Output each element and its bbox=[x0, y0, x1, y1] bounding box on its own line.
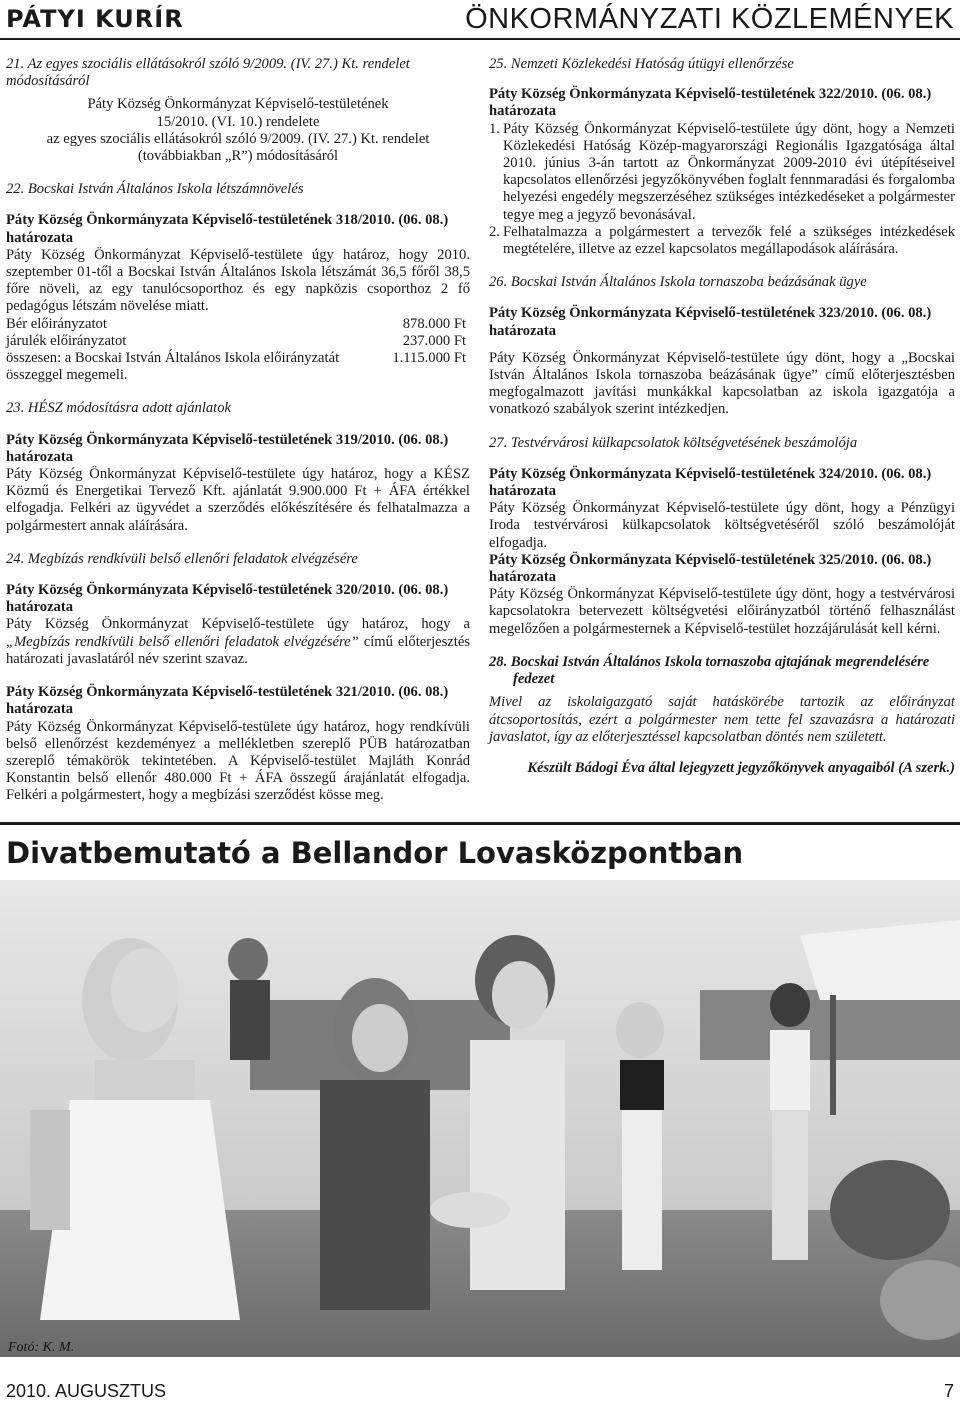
resolution-heading: Páty Község Önkormányzata Képviselő-testületének 324/2010. (06. 08.) bbox=[489, 465, 932, 482]
page-header bbox=[0, 0, 960, 40]
decree-line: 15/2010. (VI. 10.) rendelete bbox=[156, 113, 320, 130]
section-title: ÖNKORMÁNYZATI KÖZLEMÉNYEK bbox=[465, 3, 954, 35]
resolution-heading: határozata bbox=[489, 483, 557, 500]
photo-credit: Fotó: K. M. bbox=[8, 1340, 75, 1355]
page-number: 7 bbox=[943, 1381, 954, 1401]
list-item: 2. Felhatalmazza a polgármestert a tervezők felé a szükséges intézkedések megtételére, illetve az ezzel kapcsolatos megállapodások aláírására. bbox=[489, 223, 955, 258]
resolution-heading: Páty Község Önkormányzata Képviselő-testületének 323/2010. (06. 08.) bbox=[489, 305, 932, 322]
budget-row: járulék előirányzatot 237.000 Ft bbox=[6, 332, 466, 349]
right-column bbox=[489, 56, 955, 777]
list-item: 1. Páty Község Önkormányzat Képviselő-testülete úgy dönt, hogy a Nemzeti Közlekedési Hatóság Közép-magyarországi Regionális Igazgatósága által 2010. június 3-án tartott az Önkormányzat 2009-2010 évi útépítéseivel kapcsolatos ellenőrzési jegyzőkönyvében foglalt fennmaradási és forgalomba helyezési engedély megszerzéséhez szükséges intézkedéseket a polgármester tegye meg a jegyző bevonásával. bbox=[489, 120, 955, 223]
resolution-heading: Páty Község Önkormányzata Képviselő-testületének 322/2010. (06. 08.) bbox=[489, 86, 932, 103]
item-28 bbox=[489, 654, 955, 777]
item-22-title: 22. Bocskai István Általános Iskola létszámnövelés bbox=[6, 181, 304, 198]
feature-title: Divatbemutató a Bellandor Lovasközpontban bbox=[6, 836, 744, 870]
resolution-heading: határozata bbox=[6, 448, 74, 465]
editor-credit: Készült Bádogi Éva által lejegyzett jegyzőkönyvek anyagaiból (A szerk.) bbox=[527, 759, 955, 776]
fashion-show-photo bbox=[0, 880, 960, 1357]
resolution-heading: határozata bbox=[6, 229, 74, 246]
resolution-heading: Páty Község Önkormányzata Képviselő-testületének 321/2010. (06. 08.) bbox=[6, 684, 449, 701]
budget-tail: összeggel megemeli. bbox=[6, 367, 128, 384]
left-column bbox=[6, 56, 470, 805]
item-28-title: 28. Bocskai István Általános Iskola tornaszoba ajtajának megrendelésére fedezet bbox=[489, 653, 930, 688]
item-22-body: Páty Község Önkormányzat Képviselő-testülete úgy határoz, hogy 2010. szeptember 01-től a Bocskai István Általános Iskola létszámát 36,5 főről 38,5 főre növeli, az egy tanulócsoporthoz és egy napközis csoporthoz 2 fő pedagógus létszám növelése miatt. bbox=[6, 246, 470, 315]
resolution-heading: Páty Község Önkormányzata Képviselő-testületének 318/2010. (06. 08.) bbox=[6, 212, 449, 229]
item-21 bbox=[6, 56, 470, 165]
section-divider bbox=[0, 822, 960, 825]
item-27 bbox=[489, 435, 955, 638]
issue-date: 2010. AUGUSZTUS bbox=[6, 1381, 167, 1401]
item-26 bbox=[489, 274, 955, 418]
item-27-body-2: Páty Község Önkormányzat Képviselő-testülete úgy dönt, hogy a testvérvárosi kapcsolatokra betervezett költségvetési előirányzatból történő felhasználást megelőzően a polgármesternek a Képviselő-testület hozzájárulását kell kérni. bbox=[489, 586, 955, 637]
resolution-heading: határozata bbox=[489, 103, 557, 120]
item-24-body: Páty Község Önkormányzat Képviselő-testülete úgy határoz, hogy a „Megbízás rendkívüli belső ellenőri feladatok elvégzésére” című előterjesztés határozati javaslatáról név szerint szavaz. bbox=[6, 616, 470, 667]
resolution-heading: határozata bbox=[489, 322, 557, 339]
item-27-body: Páty Község Önkormányzat Képviselő-testülete úgy dönt, hogy a Pénzügyi Iroda testvérvárosi külkapcsolatok költségvetéséről szóló beszámolóját elfogadja. bbox=[489, 500, 955, 551]
masthead: PÁTYI KURÍR bbox=[6, 5, 184, 33]
item-28-body: Mivel az iskolaigazgató saját hatáskörébe tartozik az előirányzat átcsoportosítás, ezért a polgármester nem tette fel szavazásra a határozati javaslatot, így az előterjesztéssel kapcsolatban döntés nem született. bbox=[489, 694, 955, 745]
item-23-title: 23. HÉSZ módosításra adott ajánlatok bbox=[6, 400, 231, 417]
budget-row: Bér előirányzatot 878.000 Ft bbox=[6, 315, 466, 332]
resolution-heading: határozata bbox=[6, 599, 74, 616]
decree-line: az egyes szociális ellátásokról szóló 9/2009. (IV. 27.) Kt. rendelet bbox=[46, 130, 430, 147]
item-22 bbox=[6, 181, 470, 384]
item-27-title: 27. Testvérvárosi külkapcsolatok költségvetésének beszámolója bbox=[489, 434, 858, 451]
resolution-heading: Páty Község Önkormányzata Képviselő-testületének 319/2010. (06. 08.) bbox=[6, 431, 449, 448]
item-24-body-2: Páty Község Önkormányzat Képviselő-testülete úgy határoz, hogy rendkívüli belső ellenőrzést kezdeményez a mellékletben szereplő PÜB határozatban szereplő témakörök tekintetében. A Képviselő-testület Majláth Konrád Konstantin belső ellenőr 480.000 Ft + ÁFA összegű árajánlatát elfogadja. Felkéri a polgármestert, hogy a megbízási szerződést kösse meg. bbox=[6, 718, 470, 804]
resolution-heading: határozata bbox=[6, 701, 74, 718]
item-25-title: 25. Nemzeti Közlekedési Hatóság útügyi ellenőrzése bbox=[489, 56, 794, 72]
item-25 bbox=[489, 56, 955, 258]
resolution-heading: Páty Község Önkormányzata Képviselő-testületének 325/2010. (06. 08.) bbox=[489, 551, 932, 568]
decree-line: Páty Község Önkormányzat Képviselő-testületének bbox=[87, 96, 389, 113]
item-21-title: 21. Az egyes szociális ellátásokról szóló 9/2009. (IV. 27.) Kt. rendelet módosításáról bbox=[6, 56, 410, 90]
resolution-heading: Páty Község Önkormányzata Képviselő-testületének 320/2010. (06. 08.) bbox=[6, 582, 449, 599]
resolution-heading: határozata bbox=[489, 569, 557, 586]
item-24-title: 24. Megbízás rendkívüli belső ellenőri feladatok elvégzésére bbox=[6, 550, 358, 567]
decree-line: (továbbiakban „R”) módosításáról bbox=[137, 148, 339, 165]
item-26-body: Páty Község Önkormányzat Képviselő-testülete úgy dönt, hogy a „Bocskai István Általános Iskola tornaszoba beázásának ügye” című előterjesztésben megfogalmazott javítási munkákkal kapcsolatban az iskola igazgatója a vonatkozó szabályok szerint intézkedjen. bbox=[489, 349, 955, 418]
item-26-title: 26. Bocskai István Általános Iskola tornaszoba beázásának ügye bbox=[489, 274, 867, 291]
item-23-body: Páty Község Önkormányzat Képviselő-testülete úgy határoz, hogy a KÉSZ Közmű és Energetikai Tervező Kft. ajánlatát 9.900.000 Ft + ÁFA értékkel elfogadja. Felkéri az ügyvédet a szerződés előkészítésére és felhatalmazza a polgármestert annak aláírására. bbox=[6, 466, 470, 534]
budget-row: összesen: a Bocskai István Általános Iskola előirányzatát 1.115.000 Ft bbox=[6, 350, 466, 367]
item-24 bbox=[6, 551, 470, 805]
item-23 bbox=[6, 400, 470, 534]
